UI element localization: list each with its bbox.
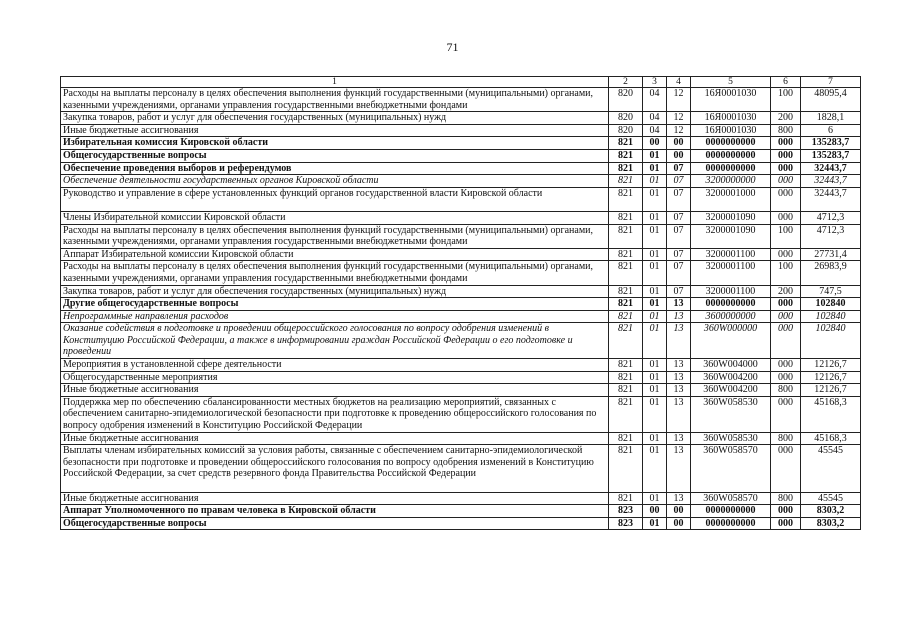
row-name-cell: Другие общегосударственные вопросы: [61, 298, 609, 311]
row-section-cell: 01: [643, 371, 667, 384]
table-row: [61, 517, 861, 530]
table-row: [61, 396, 861, 432]
row-target-article-cell: 360W004000: [691, 359, 771, 372]
row-target-article-cell: 0000000000: [691, 517, 771, 530]
row-grbs-cell: 821: [609, 298, 643, 311]
row-name-cell: Избирательная комиссия Кировской области: [61, 137, 609, 150]
table-row: [61, 310, 861, 323]
row-grbs-cell: 823: [609, 505, 643, 518]
row-grbs-cell: 821: [609, 149, 643, 162]
row-name-cell: Обеспечение деятельности государственных органов Кировской области: [61, 175, 609, 188]
row-grbs-cell: 821: [609, 248, 643, 261]
row-grbs-cell: 821: [609, 175, 643, 188]
row-target-article-cell: 16Я0001030: [691, 88, 771, 112]
row-name-cell: Поддержка мер по обеспечению сбалансированности местных бюджетов на реализацию мероприятий, связанных с обеспечением санитарно-эпидемиологической безопасности при подготовке к проведению общероссийского голосования по вопросу одобрения изменений в Конституцию Российской Федерации: [61, 396, 609, 432]
row-grbs-cell: 821: [609, 261, 643, 285]
row-target-article-cell: 360W058570: [691, 445, 771, 492]
table-row: [61, 112, 861, 125]
row-grbs-cell: 821: [609, 224, 643, 248]
row-expense-type-cell: 000: [771, 187, 801, 211]
row-amount-cell: 45545: [801, 445, 861, 492]
table-row: [61, 162, 861, 175]
row-name-cell: Члены Избирательной комиссии Кировской области: [61, 211, 609, 224]
row-target-article-cell: 0000000000: [691, 505, 771, 518]
row-name-cell: Общегосударственные вопросы: [61, 149, 609, 162]
row-target-article-cell: 3200001090: [691, 224, 771, 248]
row-section-cell: 00: [643, 505, 667, 518]
row-expense-type-cell: 000: [771, 137, 801, 150]
row-section-cell: 00: [643, 137, 667, 150]
header-cell: 3: [643, 77, 667, 88]
row-grbs-cell: 821: [609, 162, 643, 175]
row-grbs-cell: 821: [609, 359, 643, 372]
row-amount-cell: 48095,4: [801, 88, 861, 112]
row-subsection-cell: 13: [667, 310, 691, 323]
row-subsection-cell: 13: [667, 445, 691, 492]
row-expense-type-cell: 000: [771, 310, 801, 323]
row-section-cell: 01: [643, 187, 667, 211]
row-expense-type-cell: 100: [771, 261, 801, 285]
table-row: [61, 211, 861, 224]
table-row: [61, 175, 861, 188]
row-section-cell: 01: [643, 224, 667, 248]
row-subsection-cell: 00: [667, 517, 691, 530]
table-row: [61, 323, 861, 359]
row-grbs-cell: 820: [609, 124, 643, 137]
row-name-cell: Аппарат Избирательной комиссии Кировской области: [61, 248, 609, 261]
row-expense-type-cell: 000: [771, 517, 801, 530]
row-amount-cell: 26983,9: [801, 261, 861, 285]
row-expense-type-cell: 000: [771, 162, 801, 175]
row-section-cell: 01: [643, 175, 667, 188]
page-number: 71: [446, 40, 459, 54]
row-target-article-cell: 3200001100: [691, 261, 771, 285]
row-expense-type-cell: 000: [771, 211, 801, 224]
table-row: [61, 445, 861, 492]
row-grbs-cell: 821: [609, 432, 643, 445]
row-subsection-cell: 00: [667, 137, 691, 150]
row-subsection-cell: 00: [667, 505, 691, 518]
table-row: [61, 371, 861, 384]
row-subsection-cell: 13: [667, 396, 691, 432]
row-expense-type-cell: 800: [771, 432, 801, 445]
row-amount-cell: 12126,7: [801, 371, 861, 384]
row-section-cell: 01: [643, 261, 667, 285]
row-section-cell: 01: [643, 359, 667, 372]
row-target-article-cell: 0000000000: [691, 137, 771, 150]
row-section-cell: 04: [643, 124, 667, 137]
row-grbs-cell: 821: [609, 371, 643, 384]
row-target-article-cell: 360W004200: [691, 384, 771, 397]
row-target-article-cell: 0000000000: [691, 162, 771, 175]
row-subsection-cell: 13: [667, 359, 691, 372]
row-grbs-cell: 820: [609, 112, 643, 125]
row-target-article-cell: 360W004200: [691, 371, 771, 384]
row-subsection-cell: 12: [667, 88, 691, 112]
row-amount-cell: 102840: [801, 323, 861, 359]
row-grbs-cell: 821: [609, 323, 643, 359]
row-amount-cell: 32443,7: [801, 175, 861, 188]
row-subsection-cell: 12: [667, 124, 691, 137]
row-name-cell: Расходы на выплаты персоналу в целях обеспечения выполнения функций государственными (муниципальными) органами, казенными учреждениями, органами управления государственными внебюджетными фондами: [61, 224, 609, 248]
row-subsection-cell: 07: [667, 224, 691, 248]
row-expense-type-cell: 200: [771, 285, 801, 298]
row-target-article-cell: 3200001100: [691, 285, 771, 298]
row-grbs-cell: 821: [609, 384, 643, 397]
row-subsection-cell: 07: [667, 162, 691, 175]
table-row: [61, 248, 861, 261]
row-subsection-cell: 07: [667, 211, 691, 224]
row-expense-type-cell: 100: [771, 224, 801, 248]
row-amount-cell: 135283,7: [801, 149, 861, 162]
row-subsection-cell: 13: [667, 371, 691, 384]
row-expense-type-cell: 000: [771, 371, 801, 384]
table-row: [61, 124, 861, 137]
row-name-cell: Иные бюджетные ассигнования: [61, 384, 609, 397]
row-section-cell: 01: [643, 517, 667, 530]
row-name-cell: Оказание содействия в подготовке и проведении общероссийского голосования по вопросу одобрения изменений в Конституцию Российской Федерации, а также в информировании граждан Российской Федерации о его подготовке и проведении: [61, 323, 609, 359]
row-amount-cell: 6: [801, 124, 861, 137]
row-target-article-cell: 360W058530: [691, 396, 771, 432]
row-target-article-cell: 16Я0001030: [691, 124, 771, 137]
row-name-cell: Иные бюджетные ассигнования: [61, 492, 609, 505]
row-name-cell: Расходы на выплаты персоналу в целях обеспечения выполнения функций государственными (муниципальными) органами, казенными учреждениями, органами управления государственными внебюджетными фондами: [61, 261, 609, 285]
row-amount-cell: 102840: [801, 298, 861, 311]
row-amount-cell: 45168,3: [801, 396, 861, 432]
row-expense-type-cell: 000: [771, 396, 801, 432]
row-subsection-cell: 13: [667, 432, 691, 445]
row-grbs-cell: 821: [609, 396, 643, 432]
row-amount-cell: 32443,7: [801, 162, 861, 175]
row-expense-type-cell: 000: [771, 505, 801, 518]
row-section-cell: 01: [643, 285, 667, 298]
table-row: [61, 505, 861, 518]
row-grbs-cell: 820: [609, 88, 643, 112]
row-amount-cell: 45168,3: [801, 432, 861, 445]
row-name-cell: Выплаты членам избирательных комиссий за условия работы, связанные с обеспечением санитарно-эпидемиологической безопасности при подготовке и проведении общероссийского голосования по вопросу одобрения изменений в Конституцию Российской Федерации, за счет средств резервного фонда Правительства Российской Федерации: [61, 445, 609, 492]
row-amount-cell: 102840: [801, 310, 861, 323]
row-target-article-cell: 3200001000: [691, 187, 771, 211]
header-cell: 7: [801, 77, 861, 88]
row-subsection-cell: 00: [667, 149, 691, 162]
row-section-cell: 01: [643, 149, 667, 162]
row-subsection-cell: 07: [667, 248, 691, 261]
row-expense-type-cell: 100: [771, 88, 801, 112]
row-expense-type-cell: 000: [771, 298, 801, 311]
table-row: [61, 298, 861, 311]
row-section-cell: 01: [643, 323, 667, 359]
row-grbs-cell: 821: [609, 137, 643, 150]
row-expense-type-cell: 800: [771, 492, 801, 505]
row-subsection-cell: 07: [667, 285, 691, 298]
row-section-cell: 01: [643, 445, 667, 492]
row-subsection-cell: 13: [667, 492, 691, 505]
row-grbs-cell: 821: [609, 285, 643, 298]
row-subsection-cell: 07: [667, 261, 691, 285]
row-section-cell: 01: [643, 396, 667, 432]
row-subsection-cell: 12: [667, 112, 691, 125]
table-header-row: [61, 77, 861, 88]
row-name-cell: Закупка товаров, работ и услуг для обеспечения государственных (муниципальных) нужд: [61, 112, 609, 125]
table-row: [61, 261, 861, 285]
row-target-article-cell: 16Я0001030: [691, 112, 771, 125]
row-name-cell: Непрограммные направления расходов: [61, 310, 609, 323]
row-section-cell: 04: [643, 112, 667, 125]
row-amount-cell: 135283,7: [801, 137, 861, 150]
row-name-cell: Общегосударственные вопросы: [61, 517, 609, 530]
row-amount-cell: 45545: [801, 492, 861, 505]
header-cell: 4: [667, 77, 691, 88]
row-section-cell: 01: [643, 298, 667, 311]
budget-table: [60, 76, 861, 530]
row-amount-cell: 8303,2: [801, 517, 861, 530]
row-target-article-cell: 3200001100: [691, 248, 771, 261]
row-amount-cell: 8303,2: [801, 505, 861, 518]
table-row: [61, 492, 861, 505]
row-grbs-cell: 821: [609, 211, 643, 224]
row-expense-type-cell: 000: [771, 149, 801, 162]
row-target-article-cell: 0000000000: [691, 298, 771, 311]
table-row: [61, 137, 861, 150]
row-amount-cell: 27731,4: [801, 248, 861, 261]
row-subsection-cell: 07: [667, 187, 691, 211]
header-cell: 1: [61, 77, 609, 88]
row-amount-cell: 32443,7: [801, 187, 861, 211]
row-name-cell: Общегосударственные мероприятия: [61, 371, 609, 384]
row-target-article-cell: 3600000000: [691, 310, 771, 323]
header-cell: 2: [609, 77, 643, 88]
row-amount-cell: 4712,3: [801, 211, 861, 224]
row-section-cell: 01: [643, 310, 667, 323]
row-target-article-cell: 360W000000: [691, 323, 771, 359]
row-name-cell: Закупка товаров, работ и услуг для обеспечения государственных (муниципальных) нужд: [61, 285, 609, 298]
row-subsection-cell: 07: [667, 175, 691, 188]
row-amount-cell: 12126,7: [801, 384, 861, 397]
row-subsection-cell: 13: [667, 298, 691, 311]
table-row: [61, 285, 861, 298]
table-row: [61, 384, 861, 397]
table-row: [61, 224, 861, 248]
row-section-cell: 01: [643, 384, 667, 397]
table-row: [61, 432, 861, 445]
row-target-article-cell: 3200000000: [691, 175, 771, 188]
row-subsection-cell: 13: [667, 384, 691, 397]
row-name-cell: Иные бюджетные ассигнования: [61, 124, 609, 137]
row-section-cell: 01: [643, 162, 667, 175]
row-target-article-cell: 3200001090: [691, 211, 771, 224]
row-section-cell: 01: [643, 492, 667, 505]
row-grbs-cell: 821: [609, 187, 643, 211]
row-name-cell: Аппарат Уполномоченного по правам человека в Кировской области: [61, 505, 609, 518]
header-cell: 6: [771, 77, 801, 88]
row-name-cell: Расходы на выплаты персоналу в целях обеспечения выполнения функций государственными (муниципальными) органами, казенными учреждениями, органами управления государственными внебюджетными фондами: [61, 88, 609, 112]
table-row: [61, 359, 861, 372]
row-target-article-cell: 0000000000: [691, 149, 771, 162]
row-target-article-cell: 360W058530: [691, 432, 771, 445]
row-amount-cell: 1828,1: [801, 112, 861, 125]
table-row: [61, 88, 861, 112]
row-target-article-cell: 360W058570: [691, 492, 771, 505]
row-grbs-cell: 821: [609, 310, 643, 323]
row-section-cell: 01: [643, 248, 667, 261]
row-expense-type-cell: 200: [771, 112, 801, 125]
row-name-cell: Мероприятия в установленной сфере деятельности: [61, 359, 609, 372]
row-expense-type-cell: 000: [771, 175, 801, 188]
row-expense-type-cell: 000: [771, 248, 801, 261]
row-section-cell: 01: [643, 211, 667, 224]
row-grbs-cell: 823: [609, 517, 643, 530]
table-row: [61, 187, 861, 211]
row-subsection-cell: 13: [667, 323, 691, 359]
row-amount-cell: 747,5: [801, 285, 861, 298]
row-amount-cell: 4712,3: [801, 224, 861, 248]
row-expense-type-cell: 000: [771, 359, 801, 372]
row-expense-type-cell: 000: [771, 445, 801, 492]
row-section-cell: 01: [643, 432, 667, 445]
row-expense-type-cell: 000: [771, 323, 801, 359]
row-expense-type-cell: 800: [771, 384, 801, 397]
row-grbs-cell: 821: [609, 492, 643, 505]
header-cell: 5: [691, 77, 771, 88]
table-row: [61, 149, 861, 162]
row-name-cell: Иные бюджетные ассигнования: [61, 432, 609, 445]
row-expense-type-cell: 800: [771, 124, 801, 137]
row-amount-cell: 12126,7: [801, 359, 861, 372]
row-name-cell: Обеспечение проведения выборов и референдумов: [61, 162, 609, 175]
row-section-cell: 04: [643, 88, 667, 112]
row-name-cell: Руководство и управление в сфере установленных функций органов государственной власти Кировской области: [61, 187, 609, 211]
row-grbs-cell: 821: [609, 445, 643, 492]
